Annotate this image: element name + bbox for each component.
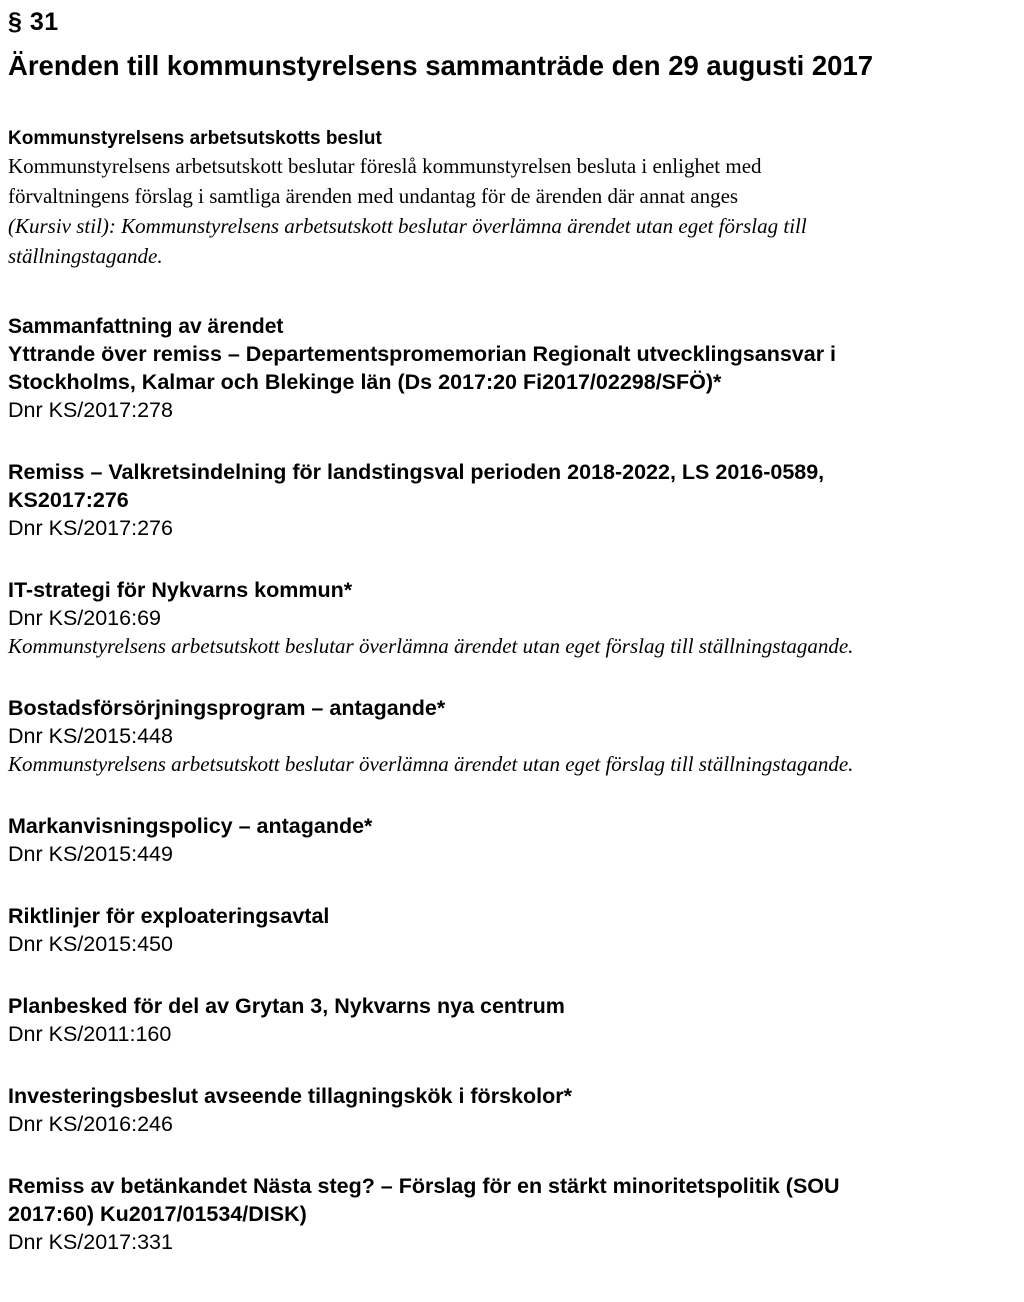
- agenda-item-dnr: Dnr KS/2016:246: [8, 1112, 173, 1136]
- au-decision-line-2: förvaltningens förslag i samtliga ärenden med undantag för de ärenden där annat anges: [8, 184, 739, 208]
- page-title: Ärenden till kommunstyrelsens sammanträde den 29 augusti 2017: [8, 50, 874, 81]
- agenda-item-title-line: KS2017:276: [8, 488, 129, 512]
- agenda-item-dnr: Dnr KS/2015:449: [8, 842, 173, 866]
- agenda-item-title-line: Riktlinjer för exploateringsavtal: [8, 904, 330, 928]
- agenda-item-dnr: Dnr KS/2011:160: [8, 1022, 172, 1046]
- agenda-item: [8, 576, 1020, 660]
- agenda-item-title-line: Markanvisningspolicy – antagande*: [8, 814, 373, 838]
- agenda-item-title-line: Investeringsbeslut avseende tillagningskök i förskolor*: [8, 1084, 572, 1108]
- agenda-item-note: Kommunstyrelsens arbetsutskott beslutar överlämna ärendet utan eget förslag till ställningstagande.: [8, 634, 854, 658]
- agenda-items-list: [8, 340, 1020, 1256]
- au-decision-line-1: Kommunstyrelsens arbetsutskott beslutar föreslå kommunstyrelsen besluta i enlighet med: [8, 154, 762, 178]
- agenda-item: [8, 1172, 1020, 1256]
- agenda-item: [8, 458, 1020, 542]
- agenda-item-note: Kommunstyrelsens arbetsutskott beslutar överlämna ärendet utan eget förslag till ställningstagande.: [8, 752, 854, 776]
- au-decision-heading: Kommunstyrelsens arbetsutskotts beslut: [8, 128, 382, 149]
- agenda-item-dnr: Dnr KS/2017:278: [8, 398, 173, 422]
- agenda-item: [8, 694, 1020, 778]
- agenda-item-dnr: Dnr KS/2017:331: [8, 1230, 173, 1254]
- agenda-item-title-line: Remiss – Valkretsindelning för landstingsval perioden 2018-2022, LS 2016-0589,: [8, 460, 825, 484]
- document-page: [8, 0, 1020, 1302]
- agenda-item: [8, 902, 1020, 958]
- agenda-item-title-line: Planbesked för del av Grytan 3, Nykvarns nya centrum: [8, 994, 565, 1018]
- agenda-item-dnr: Dnr KS/2016:69: [8, 606, 161, 630]
- summary-heading: Sammanfattning av ärendet: [8, 315, 284, 338]
- agenda-item-title-line: 2017:60) Ku2017/01534/DISK): [8, 1202, 307, 1226]
- agenda-item-title-line: Yttrande över remiss – Departementspromemorian Regionalt utvecklingsansvar i: [8, 342, 837, 366]
- agenda-item: [8, 340, 1020, 424]
- agenda-item-title-line: IT-strategi för Nykvarns kommun*: [8, 578, 353, 602]
- agenda-item-dnr: Dnr KS/2017:276: [8, 516, 173, 540]
- au-decision-block: [8, 127, 1020, 271]
- agenda-item: [8, 1082, 1020, 1138]
- agenda-item-title-line: Remiss av betänkandet Nästa steg? – Förslag för en stärkt minoritetspolitik (SOU: [8, 1174, 840, 1198]
- section-number: § 31: [8, 8, 59, 36]
- agenda-item-title-line: Bostadsförsörjningsprogram – antagande*: [8, 696, 446, 720]
- au-decision-line-3: (Kursiv stil): Kommunstyrelsens arbetsutskott beslutar överlämna ärendet utan eget förslag till: [8, 214, 807, 238]
- agenda-item: [8, 812, 1020, 868]
- agenda-item-dnr: Dnr KS/2015:450: [8, 932, 173, 956]
- au-decision-line-4: ställningstagande.: [8, 244, 163, 268]
- agenda-item: [8, 992, 1020, 1048]
- agenda-item-dnr: Dnr KS/2015:448: [8, 724, 173, 748]
- agenda-item-title-line: Stockholms, Kalmar och Blekinge län (Ds 2017:20 Fi2017/02298/SFÖ)*: [8, 370, 722, 394]
